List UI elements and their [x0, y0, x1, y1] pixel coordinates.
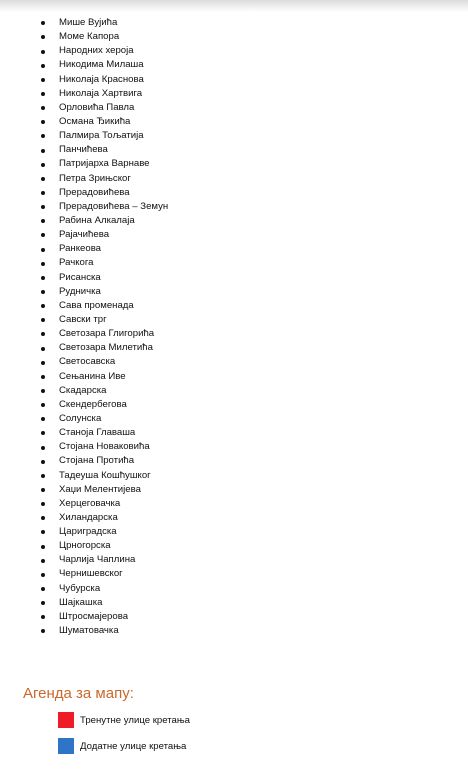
street-name: Народних хероја	[59, 45, 134, 57]
street-name: Рудничка	[59, 285, 101, 297]
list-item	[39, 256, 168, 270]
bullet-icon	[41, 502, 45, 506]
street-name: Сава променада	[59, 299, 134, 311]
list-item	[39, 16, 168, 30]
list-item	[39, 454, 168, 468]
list-item	[39, 299, 168, 313]
list-item	[39, 539, 168, 553]
street-name: Рачкога	[59, 257, 94, 269]
bullet-icon	[41, 205, 45, 209]
list-item	[39, 172, 168, 186]
bullet-icon	[41, 545, 45, 549]
bullet-icon	[41, 233, 45, 237]
list-item	[39, 525, 168, 539]
street-name: Мише Вујића	[59, 17, 118, 28]
bullet-icon	[41, 530, 45, 534]
street-name: Чубурска	[59, 582, 101, 594]
bullet-icon	[41, 516, 45, 520]
bullet-icon	[41, 629, 45, 633]
list-item	[39, 285, 168, 299]
list-item	[39, 553, 168, 567]
list-item	[39, 242, 168, 256]
legend-title: Агенда за мапу:	[23, 685, 134, 702]
street-name: Светосавска	[59, 356, 116, 368]
street-name: Хаџи Мелентијева	[59, 483, 141, 495]
list-item	[39, 412, 168, 426]
list-item	[39, 143, 168, 157]
bullet-icon	[41, 460, 45, 464]
list-item	[39, 327, 168, 341]
list-item	[39, 440, 168, 454]
bullet-icon	[41, 290, 45, 294]
list-item	[39, 567, 168, 581]
list-item	[39, 228, 168, 242]
list-item	[39, 596, 168, 610]
street-name: Чернишевског	[59, 568, 123, 580]
bullet-icon	[41, 446, 45, 450]
legend-swatch-red	[58, 712, 74, 728]
street-name: Николаја Хартвига	[59, 87, 143, 99]
bullet-icon	[41, 35, 45, 39]
bullet-icon	[41, 177, 45, 181]
bullet-icon	[41, 332, 45, 336]
list-item	[39, 186, 168, 200]
street-name: Солунска	[59, 412, 102, 424]
street-name: Петра Зрињског	[59, 172, 131, 184]
list-item	[39, 200, 168, 214]
bullet-icon	[41, 417, 45, 421]
bullet-icon	[41, 134, 45, 138]
street-name: Тадеуша Кошћушког	[59, 469, 151, 481]
list-item	[39, 313, 168, 327]
street-name: Панчићева	[59, 144, 108, 156]
list-item	[39, 214, 168, 228]
list-item	[39, 341, 168, 355]
street-name: Ранкеова	[59, 243, 102, 255]
list-item	[39, 73, 168, 87]
bullet-icon	[41, 262, 45, 266]
legend-item-current	[58, 712, 190, 728]
street-name: Османа Ђикића	[59, 115, 131, 127]
list-item	[39, 370, 168, 384]
bullet-icon	[41, 389, 45, 393]
bullet-icon	[41, 92, 45, 96]
street-name: Патријарха Варнаве	[59, 158, 150, 170]
street-name: Светозара Милетића	[59, 342, 153, 354]
street-name: Рабина Алкалаја	[59, 214, 135, 226]
list-item	[39, 355, 168, 369]
street-name: Орловића Павла	[59, 101, 135, 113]
street-name: Никодима Милаша	[59, 59, 144, 71]
bullet-icon	[41, 163, 45, 167]
street-name: Чарлија Чаплина	[59, 554, 136, 566]
list-item	[39, 44, 168, 58]
street-name: Моме Капора	[59, 31, 120, 43]
bullet-icon	[41, 149, 45, 153]
street-name: Николаја Краснова	[59, 73, 144, 85]
list-item	[39, 426, 168, 440]
street-name: Сењанина Иве	[59, 370, 126, 382]
street-name: Светозара Глигорића	[59, 328, 155, 340]
street-name: Скендербегова	[59, 398, 127, 410]
street-name: Рисанска	[59, 271, 101, 283]
street-name: Херцеговачка	[59, 497, 121, 509]
street-name: Шајкашка	[59, 596, 103, 608]
list-item	[39, 582, 168, 596]
list-item	[39, 511, 168, 525]
bullet-icon	[41, 361, 45, 365]
street-name: Хиландарска	[59, 511, 118, 523]
list-item	[39, 115, 168, 129]
bullet-icon	[41, 601, 45, 605]
list-item	[39, 624, 168, 638]
legend-label: Тренутне улице кретања	[80, 714, 191, 726]
bullet-icon	[41, 375, 45, 379]
list-item	[39, 157, 168, 171]
street-name: Рајачићева	[59, 229, 110, 241]
bullet-icon	[41, 78, 45, 82]
list-item	[39, 58, 168, 72]
bullet-icon	[41, 615, 45, 619]
street-name: Стојана Новаковића	[59, 441, 150, 453]
list-item	[39, 483, 168, 497]
street-list	[39, 16, 168, 638]
bullet-icon	[41, 474, 45, 478]
street-name: Палмира Тољатија	[59, 130, 144, 142]
bullet-icon	[41, 347, 45, 351]
list-item	[39, 30, 168, 44]
bullet-icon	[41, 248, 45, 252]
bullet-icon	[41, 318, 45, 322]
street-name: Станоја Главаша	[59, 427, 136, 439]
street-name: Шуматовачка	[59, 625, 119, 637]
list-item	[39, 384, 168, 398]
page-top-shadow	[0, 0, 468, 12]
legend-label: Додатне улице кретања	[80, 740, 187, 752]
street-name: Прерадовићева	[59, 186, 130, 198]
street-name: Цариградска	[59, 526, 117, 538]
street-name: Скадарска	[59, 384, 107, 396]
bullet-icon	[41, 64, 45, 68]
bullet-icon	[41, 106, 45, 110]
bullet-icon	[41, 304, 45, 308]
bullet-icon	[41, 488, 45, 492]
list-item	[39, 101, 168, 115]
street-name: Прерадовићева – Земун	[59, 200, 169, 212]
list-item	[39, 469, 168, 483]
bullet-icon	[41, 120, 45, 124]
bullet-icon	[41, 403, 45, 407]
bullet-icon	[41, 587, 45, 591]
bullet-icon	[41, 219, 45, 223]
list-item	[39, 87, 168, 101]
street-name: Штросмајерова	[59, 610, 129, 622]
list-item	[39, 610, 168, 624]
street-name: Савски трг	[59, 313, 107, 325]
list-item	[39, 129, 168, 143]
list-item	[39, 398, 168, 412]
bullet-icon	[41, 573, 45, 577]
list-item	[39, 271, 168, 285]
legend-item-additional	[58, 738, 186, 754]
bullet-icon	[41, 559, 45, 563]
bullet-icon	[41, 191, 45, 195]
bullet-icon	[41, 431, 45, 435]
street-name: Црногорска	[59, 540, 111, 552]
bullet-icon	[41, 276, 45, 280]
legend-swatch-blue	[58, 738, 74, 754]
street-name: Стојана Протића	[59, 455, 135, 467]
list-item	[39, 497, 168, 511]
bullet-icon	[41, 50, 45, 54]
bullet-icon	[41, 21, 45, 25]
